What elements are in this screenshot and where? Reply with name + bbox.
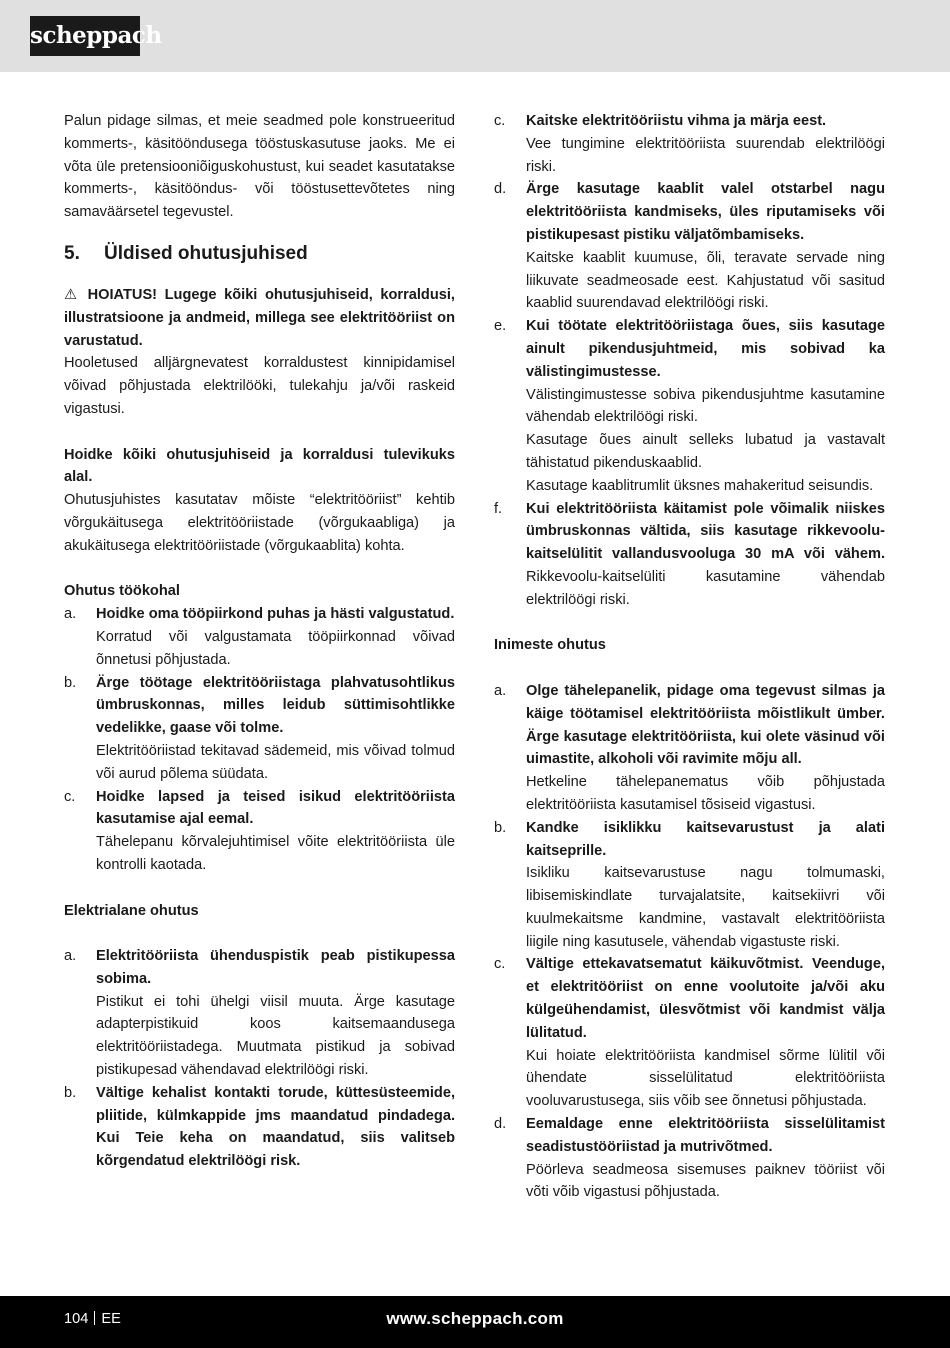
language-code: EE [101,1311,121,1327]
keep-instructions-text: Ohutusjuhistes kasutatav mõiste “elektritööriist” kehtib võrgukäitusega elektritööriistade (võrgukaabliga) ja akukäitusega elektritööriistade (võrgukaablita) kohta. [64,492,455,554]
list-item: b. Ärge töötage elektritööriistaga plahvatusohtlikus ümbruskonnas, milles leidub süttimisohtlikke vedelikke, gaase või tolme. Elektritööriistad tekitavad sädemeid, mis võivad tolmud või aurud põlema süüdata. [64,674,455,782]
list-item: a. Olge tähelepanelik, pidage oma tegevust silmas ja käige töötamisel elektritööriista mõistlikult ümber. Ärge kasutage elektritööriista, kui olete väsinud või uimastite, alkoholi või ravimite mõju all. Hetkeline tähelepanematus võib põhjustada elektritööriista kasutamisel tõsiseid vigastusi. [494,682,885,813]
workplace-safety-title: Ohutus töökohal [64,583,180,600]
page-number: 104 EE [64,1311,121,1327]
list-item: a. Elektritööriista ühenduspistik peab pistikupessa sobima. Pistikut ei tohi ühelgi viisil muuta. Ärge kasutage adapterpistikuid koos kaitsemaandusega elektritööriistadega. Muutmata pistikud ja sobivad pistikupesad vähendavad elektrilöögi riski. [64,948,455,1079]
left-column [64,110,455,1173]
warning-text: Hooletused alljärgnevatest korraldustest kinnipidamisel võivad põhjustada elektrilööki, tulekahju ja/või raskeid vigastusi. [64,355,455,417]
section-title: Üldised ohutusjuhised [104,242,308,264]
list-item: c. Hoidke lapsed ja teised isikud elektritööriista kasutamise ajal eemal. Tähelepanu kõrvalejuhtimisel võite elektritööriista üle kontrolli kaotada. [64,788,455,873]
keep-instructions-heading: Hoidke kõiki ohutusjuhiseid ja korraldusi tulevikuks alal. [64,446,455,486]
list-item: c. Vältige ettekavatsematut käikuvõtmist. Veenduge, et elektritööriist on enne voolutoite ja/või aku külgeühendamist, ülesvõtmist või kandmist välja lülitatud. Kui hoiate elektritööriista kandmisel sõrme lülitil või ühendate sisselülitatud elektritööriista vooluvarustusega, siis võib see õnnetusi põhjustada. [494,956,885,1110]
warning-triangle-icon: ⚠ [64,286,78,303]
list-item: d. Eemaldage enne elektritööriista sisselülitamist seadistustööriistad ja mutrivõtmed. Pöörleva seadmeosa sisemuses paiknev tööriist või võti võib vigastusi põhjustada. [494,1116,885,1201]
right-column [494,110,885,1204]
personal-safety-title: Inimeste ohutus [494,637,606,654]
website-link[interactable]: www.scheppach.com [386,1309,564,1328]
footer-bar [0,1296,950,1348]
list-item: c. Kaitske elektritööriistu vihma ja märja eest. Vee tungimine elektritööriista suurendab elektrilöögi riski. [494,113,885,175]
section-number: 5. [64,242,80,264]
list-item: d. Ärge kasutage kaablit valel otstarbel nagu elektritööriista kandmiseks, üles riputamiseks või pistikupesast pistiku väljatõmbamiseks. Kaitske kaablit kuumuse, õli, teravate servade ning liikuvate seadmeosade eest. Kahjustatud või sasitud kaablid suurendavad elektrilöögi riski. [494,181,885,312]
list-item: f. Kui elektritööriista käitamist pole võimalik niiskes ümbruskonnas vältida, siis kasutage rikkevoolu-kaitselülitit vallandusvooluga 30 mA või vähem. Rikkevoolu-kaitselüliti kasutamine vähendab elektrilöögi riski. [494,500,885,608]
warning-bold-text: HOIATUS! Lugege kõiki ohutusjuhiseid, korraldusi, illustratsioone ja andmeid, millega see elektritööriist on varustatud. [64,286,455,349]
list-item: a. Hoidke oma tööpiirkond puhas ja hästi valgustatud. Korratud või valgustamata tööpiirkonnad võivad õnnetusi põhjustada. [64,606,455,668]
header-band [0,0,950,72]
list-item: b. Vältige kehalist kontakti torude, küttesüsteemide, pliitide, külmkappide jms maandatud pindadega. Kui Teie keha on maandatud, siis valitseb kõrgendatud elektrilöögi risk. [64,1084,455,1170]
scheppach-logo: scheppach [30,16,140,56]
list-item: b. Kandke isiklikku kaitsevarustust ja alati kaitseprille. Isikliku kaitsevarustuse nagu tolmumaski, libisemiskindlate turvajalatsite, kaitsekiivri või kuulmekaitsme kandmine, vastavalt elektritööriista liigile ning kasutusele, vähendab vigastuste riski. [494,819,885,950]
electrical-safety-title: Elektrialane ohutus [64,902,199,919]
intro-paragraph: Palun pidage silmas, et meie seadmed pole konstrueeritud kommerts-, käsitööndusega tööstuskasutuse jaoks. Me ei võta üle pretensiooniõiguskohustust, kui seadet kasutatakse kommerts-, käsitööndus- või tööstusettevõtetes ning samaväärsetel tegevustel. [64,113,455,221]
list-item: e. Kui töötate elektritööriistaga õues, siis kasutage ainult pikendusjuhtmeid, mis sobivad ka välistingimustesse. Välistingimustesse sobiva pikendusjuhtme kasutamine vähendab elektrilöögi riski. Kasutage õues ainult selleks lubatud ja vastavalt tähistatud pikenduskaablid. Kasutage kaablitrumlit üksnes mahakeritud seisundis. [494,318,885,494]
section-heading [64,242,455,266]
warning-heading [64,284,455,352]
